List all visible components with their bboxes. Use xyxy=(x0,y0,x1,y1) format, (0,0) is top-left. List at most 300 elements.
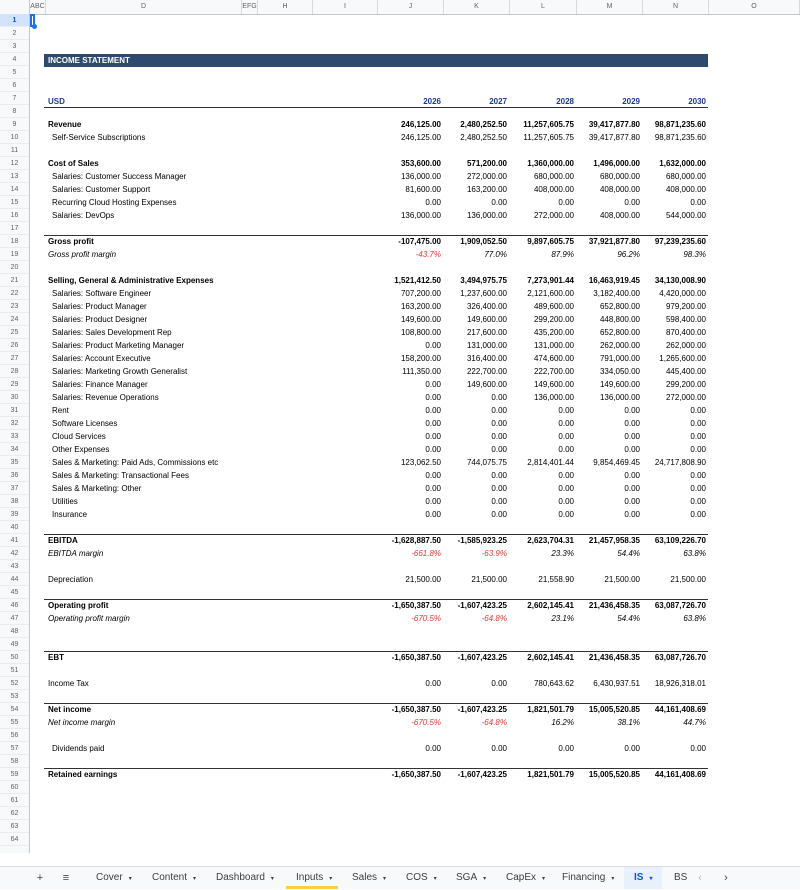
value-cell[interactable]: 0.00 xyxy=(425,393,441,402)
value-cell[interactable]: 111,350.00 xyxy=(402,367,441,376)
value-cell[interactable]: 2,602,145.41 xyxy=(527,601,574,610)
value-cell[interactable]: 44,161,408.69 xyxy=(654,705,706,714)
column-header[interactable]: N xyxy=(643,0,709,14)
chevron-down-icon[interactable]: ▾ xyxy=(433,876,437,882)
row-header[interactable]: 36 xyxy=(0,469,29,482)
row-header[interactable]: 46 xyxy=(0,599,29,612)
value-cell[interactable]: 0.00 xyxy=(690,484,706,493)
value-cell[interactable]: 123,062.50 xyxy=(400,458,441,467)
value-cell[interactable]: 2,480,252.50 xyxy=(460,120,507,129)
value-cell[interactable]: 21,436,458.35 xyxy=(588,653,640,662)
value-cell[interactable]: 54.4% xyxy=(617,549,640,558)
row-header[interactable]: 18 xyxy=(0,235,29,248)
row-label[interactable]: Retained earnings xyxy=(48,770,118,779)
column-header[interactable]: H xyxy=(258,0,313,14)
value-cell[interactable]: 0.00 xyxy=(690,744,706,753)
value-cell[interactable]: 149,600.00 xyxy=(466,380,507,389)
row-header[interactable]: 8 xyxy=(0,105,29,118)
row-label[interactable]: Salaries: Product Manager xyxy=(52,302,147,311)
value-cell[interactable]: -661.8% xyxy=(411,549,441,558)
value-cell[interactable]: 149,600.00 xyxy=(400,315,441,324)
value-cell[interactable]: 1,909,052.50 xyxy=(460,237,507,246)
value-cell[interactable]: 0.00 xyxy=(425,432,441,441)
value-cell[interactable]: 0.00 xyxy=(491,198,507,207)
value-cell[interactable]: 0.00 xyxy=(624,471,640,480)
chevron-down-icon[interactable]: ▾ xyxy=(193,876,197,882)
row-header[interactable]: 3 xyxy=(0,40,29,53)
row-header[interactable]: 16 xyxy=(0,209,29,222)
row-header[interactable]: 4 xyxy=(0,53,29,66)
value-cell[interactable]: 39,417,877.80 xyxy=(588,120,640,129)
value-cell[interactable]: 272,000.00 xyxy=(665,393,706,402)
value-cell[interactable]: -1,650,387.50 xyxy=(391,770,441,779)
value-cell[interactable]: 299,200.00 xyxy=(665,380,706,389)
value-cell[interactable]: 0.00 xyxy=(491,406,507,415)
row-header[interactable]: 42 xyxy=(0,547,29,560)
row-label[interactable]: Sales & Marketing: Other xyxy=(52,484,142,493)
value-cell[interactable]: 81,600.00 xyxy=(405,185,441,194)
value-cell[interactable]: 598,400.00 xyxy=(665,315,706,324)
value-cell[interactable]: 136,000.00 xyxy=(400,172,441,181)
row-label[interactable]: Net income margin xyxy=(48,718,116,727)
row-header[interactable]: 43 xyxy=(0,560,29,573)
row-header[interactable]: 12 xyxy=(0,157,29,170)
row-header[interactable]: 17 xyxy=(0,222,29,235)
value-cell[interactable]: 136,000.00 xyxy=(466,211,507,220)
row-label[interactable]: Operating profit margin xyxy=(48,614,130,623)
column-header[interactable]: K xyxy=(444,0,510,14)
value-cell[interactable]: 0.00 xyxy=(491,471,507,480)
row-label[interactable]: Salaries: Customer Support xyxy=(52,185,151,194)
value-cell[interactable]: 44.7% xyxy=(683,718,706,727)
chevron-down-icon[interactable]: ▾ xyxy=(329,876,333,882)
row-label[interactable]: Insurance xyxy=(52,510,88,519)
value-cell[interactable]: 1,496,000.00 xyxy=(593,159,640,168)
row-label[interactable]: Income Tax xyxy=(48,679,89,688)
sheet-grid[interactable] xyxy=(30,14,800,853)
row-header[interactable]: 38 xyxy=(0,495,29,508)
row-header[interactable]: 13 xyxy=(0,170,29,183)
value-cell[interactable]: 0.00 xyxy=(624,484,640,493)
value-cell[interactable]: 0.00 xyxy=(491,393,507,402)
sheet-tab-sga[interactable] xyxy=(446,867,496,889)
row-header[interactable]: 53 xyxy=(0,690,29,703)
value-cell[interactable]: 262,000.00 xyxy=(599,341,640,350)
value-cell[interactable]: -64.8% xyxy=(481,718,507,727)
value-cell[interactable]: 246,125.00 xyxy=(400,133,441,142)
row-label[interactable]: Salaries: Customer Success Manager xyxy=(52,172,187,181)
value-cell[interactable]: 870,400.00 xyxy=(665,328,706,337)
value-cell[interactable]: 98,871,235.60 xyxy=(654,120,706,129)
value-cell[interactable]: 408,000.00 xyxy=(665,185,706,194)
row-header[interactable]: 62 xyxy=(0,807,29,820)
column-header[interactable]: I xyxy=(313,0,378,14)
value-cell[interactable]: 38.1% xyxy=(617,718,640,727)
value-cell[interactable]: 2,623,704.31 xyxy=(527,536,574,545)
value-cell[interactable]: 0.00 xyxy=(425,497,441,506)
value-cell[interactable]: 136,000.00 xyxy=(599,393,640,402)
row-label[interactable]: Salaries: Sales Development Rep xyxy=(52,328,172,337)
column-header[interactable]: EFG xyxy=(242,0,258,14)
value-cell[interactable]: 0.00 xyxy=(558,198,574,207)
value-cell[interactable]: 63,087,726.70 xyxy=(654,601,706,610)
row-label[interactable]: Rent xyxy=(52,406,69,415)
row-header[interactable]: 34 xyxy=(0,443,29,456)
row-header[interactable]: 64 xyxy=(0,833,29,846)
row-header[interactable]: 26 xyxy=(0,339,29,352)
value-cell[interactable]: 21,500.00 xyxy=(471,575,507,584)
row-header[interactable]: 33 xyxy=(0,430,29,443)
value-cell[interactable]: 445,400.00 xyxy=(665,367,706,376)
value-cell[interactable]: 21,500.00 xyxy=(604,575,640,584)
value-cell[interactable]: 4,420,000.00 xyxy=(659,289,706,298)
value-cell[interactable]: -1,607,423.25 xyxy=(457,653,507,662)
row-label[interactable]: Salaries: Product Marketing Manager xyxy=(52,341,185,350)
value-cell[interactable]: 707,200.00 xyxy=(400,289,441,298)
value-cell[interactable]: 474,600.00 xyxy=(533,354,574,363)
sheet-tab-financing[interactable] xyxy=(552,867,618,889)
value-cell[interactable]: 7,273,901.44 xyxy=(527,276,574,285)
row-label[interactable]: Sales & Marketing: Transactional Fees xyxy=(52,471,189,480)
value-cell[interactable]: 9,897,605.75 xyxy=(527,237,574,246)
value-cell[interactable]: 1,237,600.00 xyxy=(460,289,507,298)
value-cell[interactable]: 680,000.00 xyxy=(599,172,640,181)
column-header[interactable]: D xyxy=(46,0,242,14)
value-cell[interactable]: 23.1% xyxy=(551,614,574,623)
value-cell[interactable]: 489,600.00 xyxy=(533,302,574,311)
value-cell[interactable]: 316,400.00 xyxy=(466,354,507,363)
value-cell[interactable]: 408,000.00 xyxy=(533,185,574,194)
row-header[interactable]: 40 xyxy=(0,521,29,534)
row-header[interactable]: 19 xyxy=(0,248,29,261)
row-header[interactable]: 31 xyxy=(0,404,29,417)
value-cell[interactable]: 1,521,412.50 xyxy=(394,276,441,285)
value-cell[interactable]: 0.00 xyxy=(425,445,441,454)
column-header[interactable]: M xyxy=(577,0,643,14)
row-label[interactable]: Dividends paid xyxy=(52,744,105,753)
value-cell[interactable]: -1,628,887.50 xyxy=(391,536,441,545)
value-cell[interactable]: 98,871,235.60 xyxy=(654,133,706,142)
value-cell[interactable]: 18,926,318.01 xyxy=(654,679,706,688)
value-cell[interactable]: 272,000.00 xyxy=(533,211,574,220)
row-label[interactable]: Depreciation xyxy=(48,575,93,584)
row-header[interactable]: 47 xyxy=(0,612,29,625)
row-header[interactable]: 32 xyxy=(0,417,29,430)
value-cell[interactable]: -1,650,387.50 xyxy=(391,653,441,662)
value-cell[interactable]: 21,436,458.35 xyxy=(588,601,640,610)
row-header[interactable]: 61 xyxy=(0,794,29,807)
value-cell[interactable]: 77.0% xyxy=(484,250,507,259)
value-cell[interactable]: 0.00 xyxy=(558,419,574,428)
row-header[interactable]: 59 xyxy=(0,768,29,781)
row-header[interactable]: 48 xyxy=(0,625,29,638)
value-cell[interactable]: 0.00 xyxy=(491,445,507,454)
value-cell[interactable]: 6,430,937.51 xyxy=(593,679,640,688)
value-cell[interactable]: 0.00 xyxy=(425,484,441,493)
value-cell[interactable]: 149,600.00 xyxy=(533,380,574,389)
value-cell[interactable]: 37,921,877.80 xyxy=(588,237,640,246)
column-header[interactable]: ABC xyxy=(30,0,46,14)
value-cell[interactable]: -1,607,423.25 xyxy=(457,601,507,610)
scroll-tabs-right-button[interactable]: › xyxy=(724,872,728,884)
value-cell[interactable]: -670.5% xyxy=(411,614,441,623)
value-cell[interactable]: 222,700.00 xyxy=(466,367,507,376)
value-cell[interactable]: 0.00 xyxy=(624,432,640,441)
all-sheets-button[interactable]: ≡ xyxy=(62,872,70,884)
row-label[interactable]: Recurring Cloud Hosting Expenses xyxy=(52,198,177,207)
row-label[interactable]: Gross profit margin xyxy=(48,250,117,259)
chevron-down-icon[interactable]: ▾ xyxy=(649,876,653,882)
row-label[interactable]: EBITDA margin xyxy=(48,549,104,558)
value-cell[interactable]: 44,161,408.69 xyxy=(654,770,706,779)
value-cell[interactable]: 0.00 xyxy=(624,406,640,415)
value-cell[interactable]: 448,800.00 xyxy=(599,315,640,324)
row-label[interactable]: Gross profit xyxy=(48,237,94,246)
value-cell[interactable]: 571,200.00 xyxy=(466,159,507,168)
row-label[interactable]: EBITDA xyxy=(48,536,78,545)
value-cell[interactable]: 408,000.00 xyxy=(599,185,640,194)
value-cell[interactable]: 791,000.00 xyxy=(599,354,640,363)
value-cell[interactable]: 0.00 xyxy=(690,445,706,454)
value-cell[interactable]: 87.9% xyxy=(551,250,574,259)
value-cell[interactable]: 23.3% xyxy=(551,549,574,558)
value-cell[interactable]: 0.00 xyxy=(558,406,574,415)
value-cell[interactable]: 2,121,600.00 xyxy=(527,289,574,298)
row-header[interactable]: 14 xyxy=(0,183,29,196)
value-cell[interactable]: 63,087,726.70 xyxy=(654,653,706,662)
value-cell[interactable]: 34,130,008.90 xyxy=(654,276,706,285)
value-cell[interactable]: 108,800.00 xyxy=(400,328,441,337)
value-cell[interactable]: 0.00 xyxy=(690,406,706,415)
row-header[interactable]: 41 xyxy=(0,534,29,547)
value-cell[interactable]: -64.8% xyxy=(481,614,507,623)
value-cell[interactable]: 63.8% xyxy=(683,549,706,558)
value-cell[interactable]: 0.00 xyxy=(491,497,507,506)
value-cell[interactable]: 9,854,469.45 xyxy=(593,458,640,467)
value-cell[interactable]: 652,800.00 xyxy=(599,328,640,337)
row-label[interactable]: Sales & Marketing: Paid Ads, Commissions etc xyxy=(52,458,219,467)
value-cell[interactable]: 0.00 xyxy=(425,679,441,688)
value-cell[interactable]: 0.00 xyxy=(558,744,574,753)
row-header[interactable]: 57 xyxy=(0,742,29,755)
value-cell[interactable]: 0.00 xyxy=(491,484,507,493)
value-cell[interactable]: 2,602,145.41 xyxy=(527,653,574,662)
row-header[interactable]: 10 xyxy=(0,131,29,144)
value-cell[interactable]: 780,643.62 xyxy=(533,679,574,688)
value-cell[interactable]: 15,005,520.85 xyxy=(588,705,640,714)
value-cell[interactable]: 0.00 xyxy=(690,510,706,519)
value-cell[interactable]: 163,200.00 xyxy=(400,302,441,311)
row-header[interactable]: 27 xyxy=(0,352,29,365)
value-cell[interactable]: 0.00 xyxy=(425,744,441,753)
value-cell[interactable]: 0.00 xyxy=(558,497,574,506)
row-label[interactable]: Cloud Services xyxy=(52,432,106,441)
chevron-down-icon[interactable]: ▾ xyxy=(483,876,487,882)
value-cell[interactable]: 11,257,605.75 xyxy=(523,133,574,142)
value-cell[interactable]: 21,500.00 xyxy=(405,575,441,584)
value-cell[interactable]: 0.00 xyxy=(690,198,706,207)
value-cell[interactable]: 0.00 xyxy=(624,497,640,506)
value-cell[interactable]: 0.00 xyxy=(690,497,706,506)
row-header[interactable]: 22 xyxy=(0,287,29,300)
sheet-tab-bs[interactable] xyxy=(664,867,692,889)
row-header[interactable]: 44 xyxy=(0,573,29,586)
value-cell[interactable]: 0.00 xyxy=(425,510,441,519)
selection-fill-handle[interactable] xyxy=(32,24,37,29)
sheet-tab-sales[interactable] xyxy=(342,867,392,889)
value-cell[interactable]: 1,821,501.79 xyxy=(527,770,574,779)
value-cell[interactable]: 262,000.00 xyxy=(665,341,706,350)
row-header[interactable]: 56 xyxy=(0,729,29,742)
value-cell[interactable]: -1,607,423.25 xyxy=(457,705,507,714)
value-cell[interactable]: 0.00 xyxy=(425,471,441,480)
value-cell[interactable]: -107,475.00 xyxy=(398,237,441,246)
row-header[interactable]: 60 xyxy=(0,781,29,794)
row-header[interactable]: 35 xyxy=(0,456,29,469)
row-label[interactable]: Salaries: Marketing Growth Generalist xyxy=(52,367,188,376)
value-cell[interactable]: 163,200.00 xyxy=(466,185,507,194)
row-label[interactable]: Net income xyxy=(48,705,92,714)
add-sheet-button[interactable]: + xyxy=(36,872,44,884)
value-cell[interactable]: 272,000.00 xyxy=(466,172,507,181)
row-label[interactable]: Operating profit xyxy=(48,601,109,610)
row-header[interactable]: 9 xyxy=(0,118,29,131)
value-cell[interactable]: 2,480,252.50 xyxy=(460,133,507,142)
value-cell[interactable]: 54.4% xyxy=(617,614,640,623)
row-label[interactable]: Cost of Sales xyxy=(48,159,99,168)
value-cell[interactable]: 246,125.00 xyxy=(400,120,441,129)
value-cell[interactable]: 1,360,000.00 xyxy=(527,159,574,168)
value-cell[interactable]: -670.5% xyxy=(411,718,441,727)
column-header[interactable]: O xyxy=(709,0,800,14)
value-cell[interactable]: 0.00 xyxy=(425,380,441,389)
sheet-tab-is[interactable] xyxy=(624,867,662,889)
row-header[interactable]: 37 xyxy=(0,482,29,495)
value-cell[interactable]: 0.00 xyxy=(558,471,574,480)
value-cell[interactable]: 0.00 xyxy=(690,419,706,428)
value-cell[interactable]: 136,000.00 xyxy=(533,393,574,402)
value-cell[interactable]: 21,457,958.35 xyxy=(588,536,640,545)
row-header[interactable]: 49 xyxy=(0,638,29,651)
row-header[interactable]: 5 xyxy=(0,66,29,79)
value-cell[interactable]: 222,700.00 xyxy=(533,367,574,376)
row-header[interactable]: 54 xyxy=(0,703,29,716)
chevron-down-icon[interactable]: ▾ xyxy=(128,876,132,882)
value-cell[interactable]: -1,650,387.50 xyxy=(391,601,441,610)
row-header[interactable]: 2 xyxy=(0,27,29,40)
value-cell[interactable]: 680,000.00 xyxy=(533,172,574,181)
row-header[interactable]: 51 xyxy=(0,664,29,677)
row-label[interactable]: Software Licenses xyxy=(52,419,118,428)
value-cell[interactable]: 149,600.00 xyxy=(466,315,507,324)
value-cell[interactable]: 131,000.00 xyxy=(533,341,574,350)
value-cell[interactable]: 1,265,600.00 xyxy=(659,354,706,363)
chevron-down-icon[interactable]: ▾ xyxy=(542,876,546,882)
value-cell[interactable]: 3,182,400.00 xyxy=(593,289,640,298)
value-cell[interactable]: 0.00 xyxy=(425,341,441,350)
sheet-tab-dashboard[interactable] xyxy=(206,867,284,889)
value-cell[interactable]: 63.8% xyxy=(683,614,706,623)
value-cell[interactable]: 0.00 xyxy=(425,419,441,428)
value-cell[interactable]: 0.00 xyxy=(491,744,507,753)
sheet-tab-cover[interactable] xyxy=(86,867,146,889)
row-label[interactable]: Salaries: Revenue Operations xyxy=(52,393,159,402)
value-cell[interactable]: 0.00 xyxy=(624,419,640,428)
sheet-tab-cos[interactable] xyxy=(396,867,444,889)
value-cell[interactable]: 0.00 xyxy=(690,432,706,441)
row-header[interactable]: 23 xyxy=(0,300,29,313)
value-cell[interactable]: -63.9% xyxy=(481,549,507,558)
row-header[interactable]: 1 xyxy=(0,14,29,27)
row-header[interactable]: 11 xyxy=(0,144,29,157)
value-cell[interactable]: 0.00 xyxy=(690,471,706,480)
row-label[interactable]: Self-Service Subscriptions xyxy=(52,133,146,142)
value-cell[interactable]: 408,000.00 xyxy=(599,211,640,220)
column-header[interactable]: L xyxy=(510,0,577,14)
value-cell[interactable]: 136,000.00 xyxy=(400,211,441,220)
value-cell[interactable]: 1,821,501.79 xyxy=(527,705,574,714)
row-label[interactable]: Other Expenses xyxy=(52,445,110,454)
row-header[interactable]: 24 xyxy=(0,313,29,326)
value-cell[interactable]: 334,050.00 xyxy=(599,367,640,376)
row-header[interactable]: 50 xyxy=(0,651,29,664)
row-header[interactable]: 20 xyxy=(0,261,29,274)
value-cell[interactable]: 131,000.00 xyxy=(466,341,507,350)
value-cell[interactable]: 21,558.90 xyxy=(538,575,574,584)
row-header[interactable]: 39 xyxy=(0,508,29,521)
row-header[interactable]: 45 xyxy=(0,586,29,599)
value-cell[interactable]: 0.00 xyxy=(491,419,507,428)
value-cell[interactable]: 0.00 xyxy=(624,445,640,454)
chevron-down-icon[interactable]: ▾ xyxy=(383,876,387,882)
chevron-down-icon[interactable]: ▾ xyxy=(611,876,615,882)
row-header[interactable]: 30 xyxy=(0,391,29,404)
value-cell[interactable]: -1,607,423.25 xyxy=(457,770,507,779)
row-label[interactable]: EBT xyxy=(48,653,64,662)
row-header[interactable]: 55 xyxy=(0,716,29,729)
row-header[interactable]: 15 xyxy=(0,196,29,209)
value-cell[interactable]: 0.00 xyxy=(558,484,574,493)
value-cell[interactable]: -43.7% xyxy=(415,250,441,259)
value-cell[interactable]: 24,717,808.90 xyxy=(654,458,706,467)
row-label[interactable]: Salaries: DevOps xyxy=(52,211,115,220)
value-cell[interactable]: 96.2% xyxy=(617,250,640,259)
row-label[interactable]: Salaries: Software Engineer xyxy=(52,289,152,298)
row-header[interactable]: 52 xyxy=(0,677,29,690)
row-header[interactable]: 6 xyxy=(0,79,29,92)
value-cell[interactable]: 652,800.00 xyxy=(599,302,640,311)
value-cell[interactable]: 435,200.00 xyxy=(533,328,574,337)
value-cell[interactable]: 3,494,975.75 xyxy=(460,276,507,285)
value-cell[interactable]: 16,463,919.45 xyxy=(588,276,640,285)
value-cell[interactable]: 0.00 xyxy=(558,510,574,519)
value-cell[interactable]: 217,600.00 xyxy=(466,328,507,337)
row-label[interactable]: Utilities xyxy=(52,497,78,506)
column-header[interactable]: J xyxy=(378,0,444,14)
value-cell[interactable]: 63,109,226.70 xyxy=(654,536,706,545)
row-header[interactable]: 58 xyxy=(0,755,29,768)
row-header[interactable]: 7 xyxy=(0,92,29,105)
value-cell[interactable]: 11,257,605.75 xyxy=(523,120,574,129)
value-cell[interactable]: 0.00 xyxy=(624,198,640,207)
sheet-tab-content[interactable] xyxy=(142,867,204,889)
row-label[interactable]: Salaries: Finance Manager xyxy=(52,380,148,389)
value-cell[interactable]: 0.00 xyxy=(425,406,441,415)
value-cell[interactable]: 39,417,877.80 xyxy=(588,133,640,142)
value-cell[interactable]: 0.00 xyxy=(425,198,441,207)
chevron-down-icon[interactable]: ▾ xyxy=(270,876,274,882)
row-header[interactable]: 63 xyxy=(0,820,29,833)
